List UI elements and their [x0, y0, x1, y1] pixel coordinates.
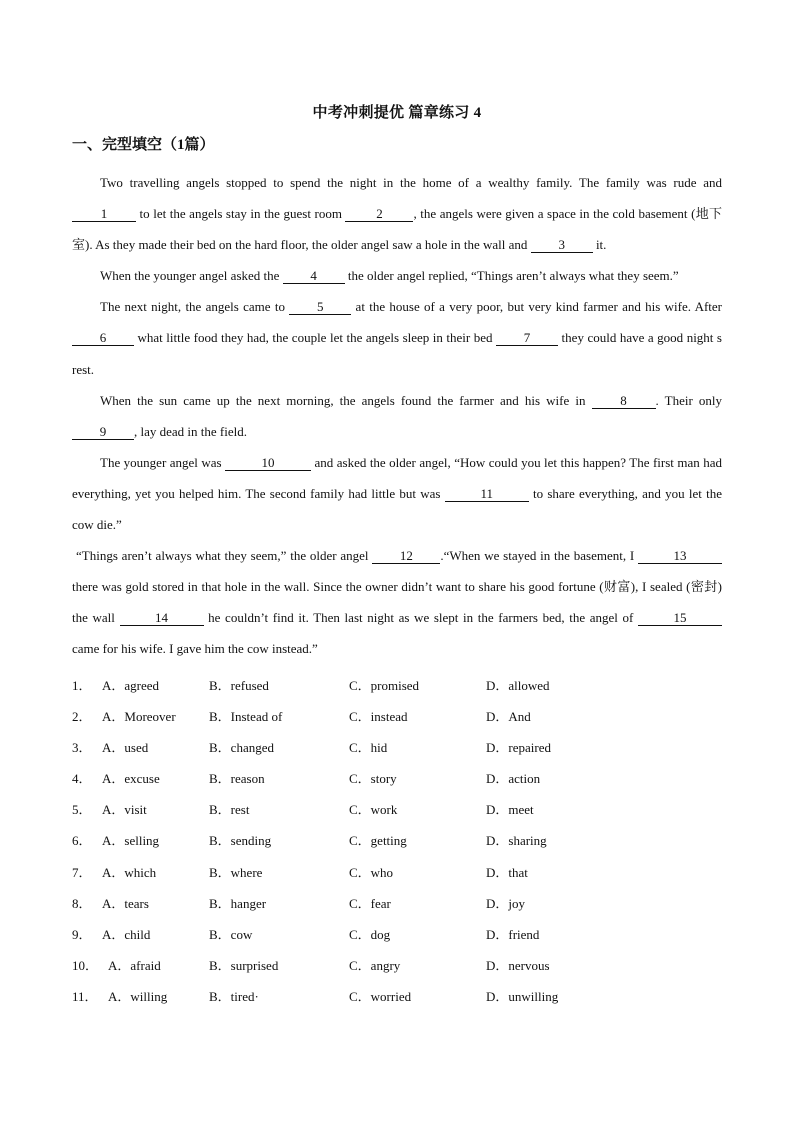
passage-text: The younger angel was — [100, 454, 226, 470]
option-b: B．tired· — [209, 988, 259, 1004]
option-a: A．tears — [102, 895, 149, 911]
blank-2: 2 — [345, 206, 413, 222]
passage-text: came for his wife. I gave him the cow instead.” — [72, 641, 318, 657]
question-row — [72, 793, 732, 824]
answer-options — [72, 669, 732, 1011]
option-d: D．nervous — [486, 957, 550, 973]
option-d: D．repaired — [486, 740, 551, 756]
blank-14: 14 — [120, 610, 204, 626]
option-d: D．sharing — [486, 833, 547, 849]
option-c: C．instead — [349, 709, 408, 725]
option-a: A．child — [102, 926, 151, 942]
paragraph-3 — [72, 291, 722, 384]
passage-text: , the angels were given a space in the cold basement (地下室). As they made their bed on the hard floor, the older angel saw a hole in the wall and — [72, 206, 723, 253]
question-number: 6． — [72, 833, 92, 849]
option-b: B．reason — [209, 771, 265, 787]
option-c: C．work — [349, 802, 398, 818]
option-d: D．friend — [486, 926, 540, 942]
passage-text: “Things aren’t always what they seem,” the older angel — [76, 548, 373, 564]
passage-text: Two travelling angels stopped to spend the night in the home of a wealthy family. The family was rude and — [100, 175, 722, 190]
section-heading: 一、完型填空（1篇） — [72, 137, 215, 153]
option-d: D．that — [486, 864, 528, 880]
passage-text: the older angel replied, “Things aren’t always what they seem.” — [344, 268, 679, 284]
question-number: 10． — [72, 957, 99, 973]
question-row — [72, 731, 732, 762]
question-row — [72, 856, 732, 887]
question-number: 11． — [72, 988, 98, 1004]
blank-7: 7 — [496, 330, 558, 346]
option-a: A．excuse — [102, 771, 160, 787]
passage-text: they could have a good night s rest. — [72, 330, 722, 377]
blank-4: 4 — [283, 268, 345, 284]
passage-text: The next night, the angels came to — [100, 299, 290, 315]
blank-15: 15 — [638, 610, 722, 626]
option-b: B．where — [209, 864, 263, 880]
blank-1: 1 — [72, 206, 136, 222]
option-c: C．who — [349, 864, 394, 880]
passage-text: . Their only — [655, 392, 722, 408]
option-c: C．fear — [349, 895, 391, 911]
option-a: A．selling — [102, 833, 160, 849]
paragraph-4 — [72, 385, 722, 447]
option-c: C．worried — [349, 988, 412, 1004]
question-row — [72, 918, 732, 949]
option-b: B．cow — [209, 926, 253, 942]
option-c: C．promised — [349, 678, 420, 693]
option-c: C．dog — [349, 926, 391, 942]
option-d: D．joy — [486, 895, 526, 911]
question-number: 7． — [72, 864, 92, 880]
question-number: 3． — [72, 740, 92, 756]
passage-text: to share everything, and you let the cow die.” — [72, 485, 722, 533]
option-d: D．action — [486, 771, 541, 787]
paragraph-6 — [72, 540, 722, 664]
blank-13: 13 — [638, 548, 722, 564]
option-d: D．allowed — [486, 678, 550, 693]
blank-12: 12 — [372, 548, 440, 564]
option-b: B．sending — [209, 833, 272, 849]
passage-text: and asked the older angel, “How could you let this happen? The first man had everything, yet you helped him. The second family had little but was — [72, 454, 722, 501]
blank-6: 6 — [72, 330, 134, 346]
blank-9: 9 — [72, 424, 134, 440]
passage-text: .“When we stayed in the basement, I — [440, 548, 638, 564]
passage-text: When the younger angel asked the — [100, 268, 283, 284]
option-a: A．visit — [102, 802, 147, 818]
option-c: C．angry — [349, 957, 401, 973]
passage-text: When the sun came up the next morning, the angels found the farmer and his wife in — [100, 392, 592, 408]
question-number: 2． — [72, 709, 92, 725]
question-number: 8． — [72, 895, 92, 911]
option-a: A．agreed — [102, 678, 160, 693]
page-title: 中考冲刺提优 篇章练习 4 — [312, 105, 482, 121]
option-d: D．And — [486, 709, 531, 725]
blank-11: 11 — [445, 486, 529, 502]
blank-3: 3 — [531, 237, 593, 253]
question-row — [72, 949, 732, 980]
paragraph-2 — [72, 260, 722, 291]
option-b: B．surprised — [209, 957, 279, 973]
question-number: 4． — [72, 771, 92, 787]
question-row — [72, 980, 732, 1011]
option-b: B．rest — [209, 802, 250, 818]
option-a: A．Moreover — [102, 709, 176, 725]
paragraph-5 — [72, 447, 722, 540]
option-d: D．meet — [486, 802, 534, 818]
question-row — [72, 887, 732, 918]
passage-text: it. — [592, 237, 607, 253]
option-a: A．afraid — [108, 957, 161, 973]
passage-text: what little food they had, the couple let the angels sleep in their bed — [134, 330, 497, 346]
option-b: B．hanger — [209, 895, 267, 911]
option-a: A．willing — [108, 988, 168, 1004]
passage-text: at the house of a very poor, but very kind farmer and his wife. After — [351, 299, 722, 315]
option-c: C．getting — [349, 833, 407, 849]
option-a: A．used — [102, 740, 149, 756]
option-c: C．story — [349, 771, 397, 787]
passage-text: to let the angels stay in the guest room — [136, 206, 346, 222]
option-b: B．changed — [209, 740, 274, 756]
passage-text: he couldn’t find it. Then last night as we slept in the farmers bed, the angel of — [203, 610, 639, 626]
question-number: 1． — [72, 678, 92, 693]
cloze-passage — [72, 167, 722, 665]
paragraph-1 — [72, 167, 722, 260]
question-row — [72, 762, 732, 793]
option-a: A．which — [102, 864, 157, 880]
blank-10: 10 — [225, 455, 311, 471]
passage-text: there was gold stored in that hole in the wall. Since the owner didn’t want to share his good fortune (财富), I sealed (密封) the wall — [72, 579, 722, 626]
question-row — [72, 669, 732, 700]
option-c: C．hid — [349, 740, 388, 756]
question-row — [72, 700, 732, 731]
blank-8: 8 — [592, 393, 656, 409]
option-d: D．unwilling — [486, 988, 559, 1004]
question-number: 5． — [72, 802, 92, 818]
passage-text: , lay dead in the field. — [134, 423, 247, 439]
blank-5: 5 — [289, 299, 351, 315]
question-number: 9． — [72, 926, 92, 942]
option-b: B．refused — [209, 678, 269, 693]
question-row — [72, 824, 732, 855]
option-b: B．Instead of — [209, 709, 283, 725]
